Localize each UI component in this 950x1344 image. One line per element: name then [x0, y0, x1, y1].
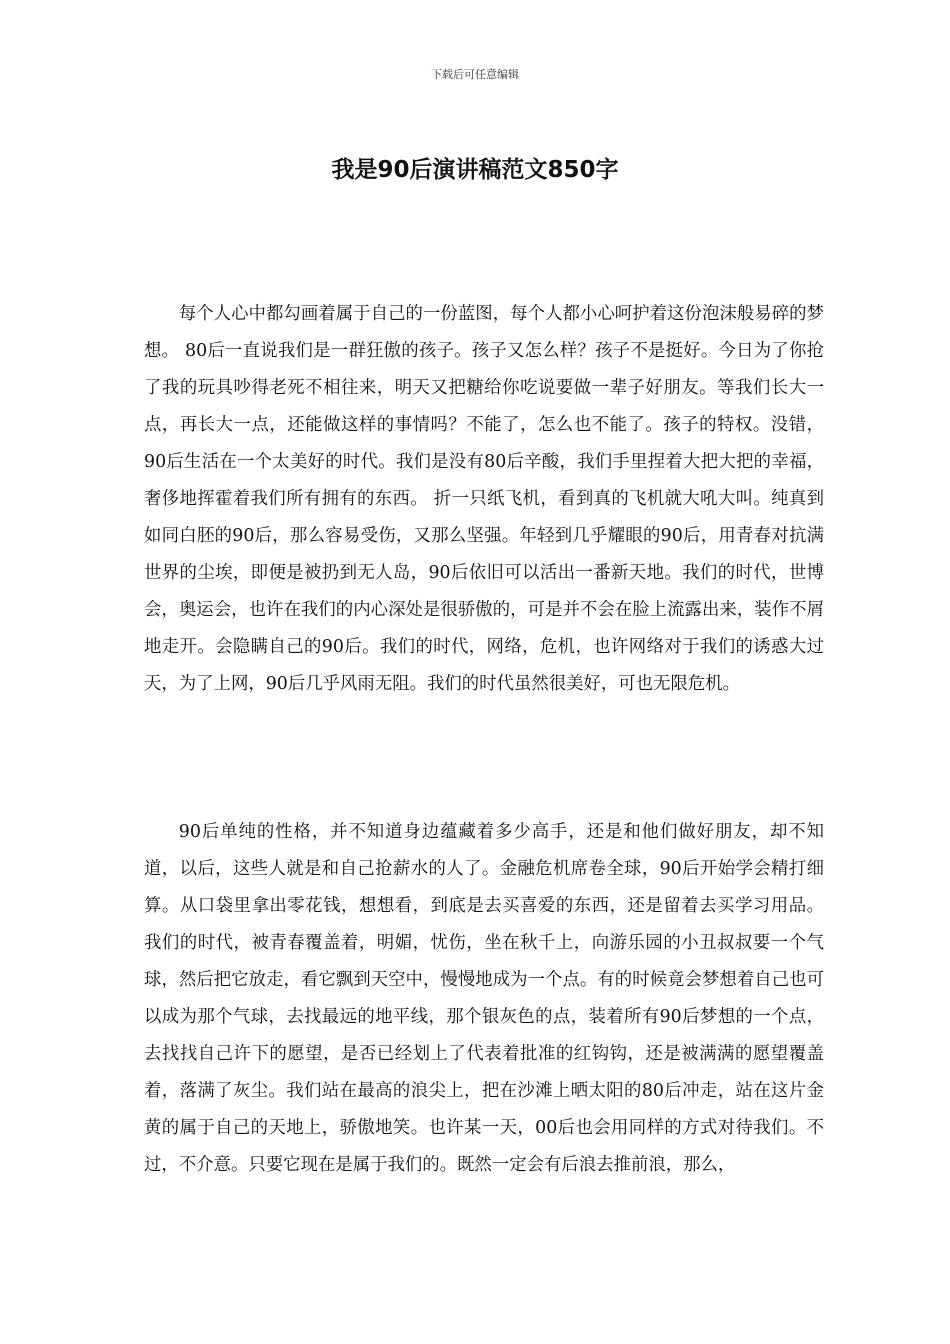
paragraph-1: 每个人心中都勾画着属于自己的一份蓝图，每个人都小心呵护着这份泡沫般易碎的梦想。 80后一直说我们是一群狂傲的孩子。孩子又怎么样？孩子不是挺好。今日为了你抢了我的玩具吵得老死不相往来，明天又把糖给你吃说要做一辈子好朋友。等我们长大一点，再长大一点，还能做这样的事情吗？不能了，怎么也不能了。孩子的特权。没错，90后生活在一个太美好的时代。我们是没有80后辛酸，我们手里捏着大把大把的幸福，奢侈地挥霍着我们所有拥有的东西。 折一只纸飞机，看到真的飞机就大吼大叫。纯真到如同白胚的90后，那么容易受伤，又那么坚强。年轻到几乎耀眼的90后，用青春对抗满世界的尘埃，即便是被扔到无人岛，90后依旧可以活出一番新天地。我们的时代，世博会，奥运会，也许在我们的内心深处是很骄傲的，可是并不会在脸上流露出来，装作不屑地走开。会隐瞒自己的90后。我们的时代，网络，危机，也许网络对于我们的诱惑大过天，为了上网，90后几乎风雨无阻。我们的时代虽然很美好，可也无限危机。: [144, 304, 824, 694]
paragraph-2: 90后单纯的性格，并不知道身边蕴藏着多少高手，还是和他们做好朋友，却不知道，以后，这些人就是和自己抢薪水的人了。金融危机席卷全球，90后开始学会精打细算。从口袋里拿出零花钱，想想看，到底是去买喜爱的东西，还是留着去买学习用品。 我们的时代，被青春覆盖着，明媚，忧伤，坐在秋千上，向游乐园的小丑叔叔要一个气球，然后把它放走，看它飘到天空中，慢慢地成为一个点。有的时候竟会梦想着自己也可以成为那个气球，去找最远的地平线，那个银灰色的点，装着所有90后梦想的一个点，去找找自己许下的愿望，是否已经划上了代表着批准的红钩钩，还是被满满的愿望覆盖着，落满了灰尘。我们站在最高的浪尖上，把在沙滩上晒太阳的80后冲走，站在这片金黄的属于自己的天地上，骄傲地笑。也许某一天，00后也会用同样的方式对待我们。不过，不介意。只要它现在是属于我们的。既然一定会有后浪去推前浪，那么，: [144, 822, 824, 1175]
header-note: 下载后可任意编辑: [431, 68, 519, 81]
document-title: 我是90后演讲稿范文850字: [331, 157, 619, 183]
